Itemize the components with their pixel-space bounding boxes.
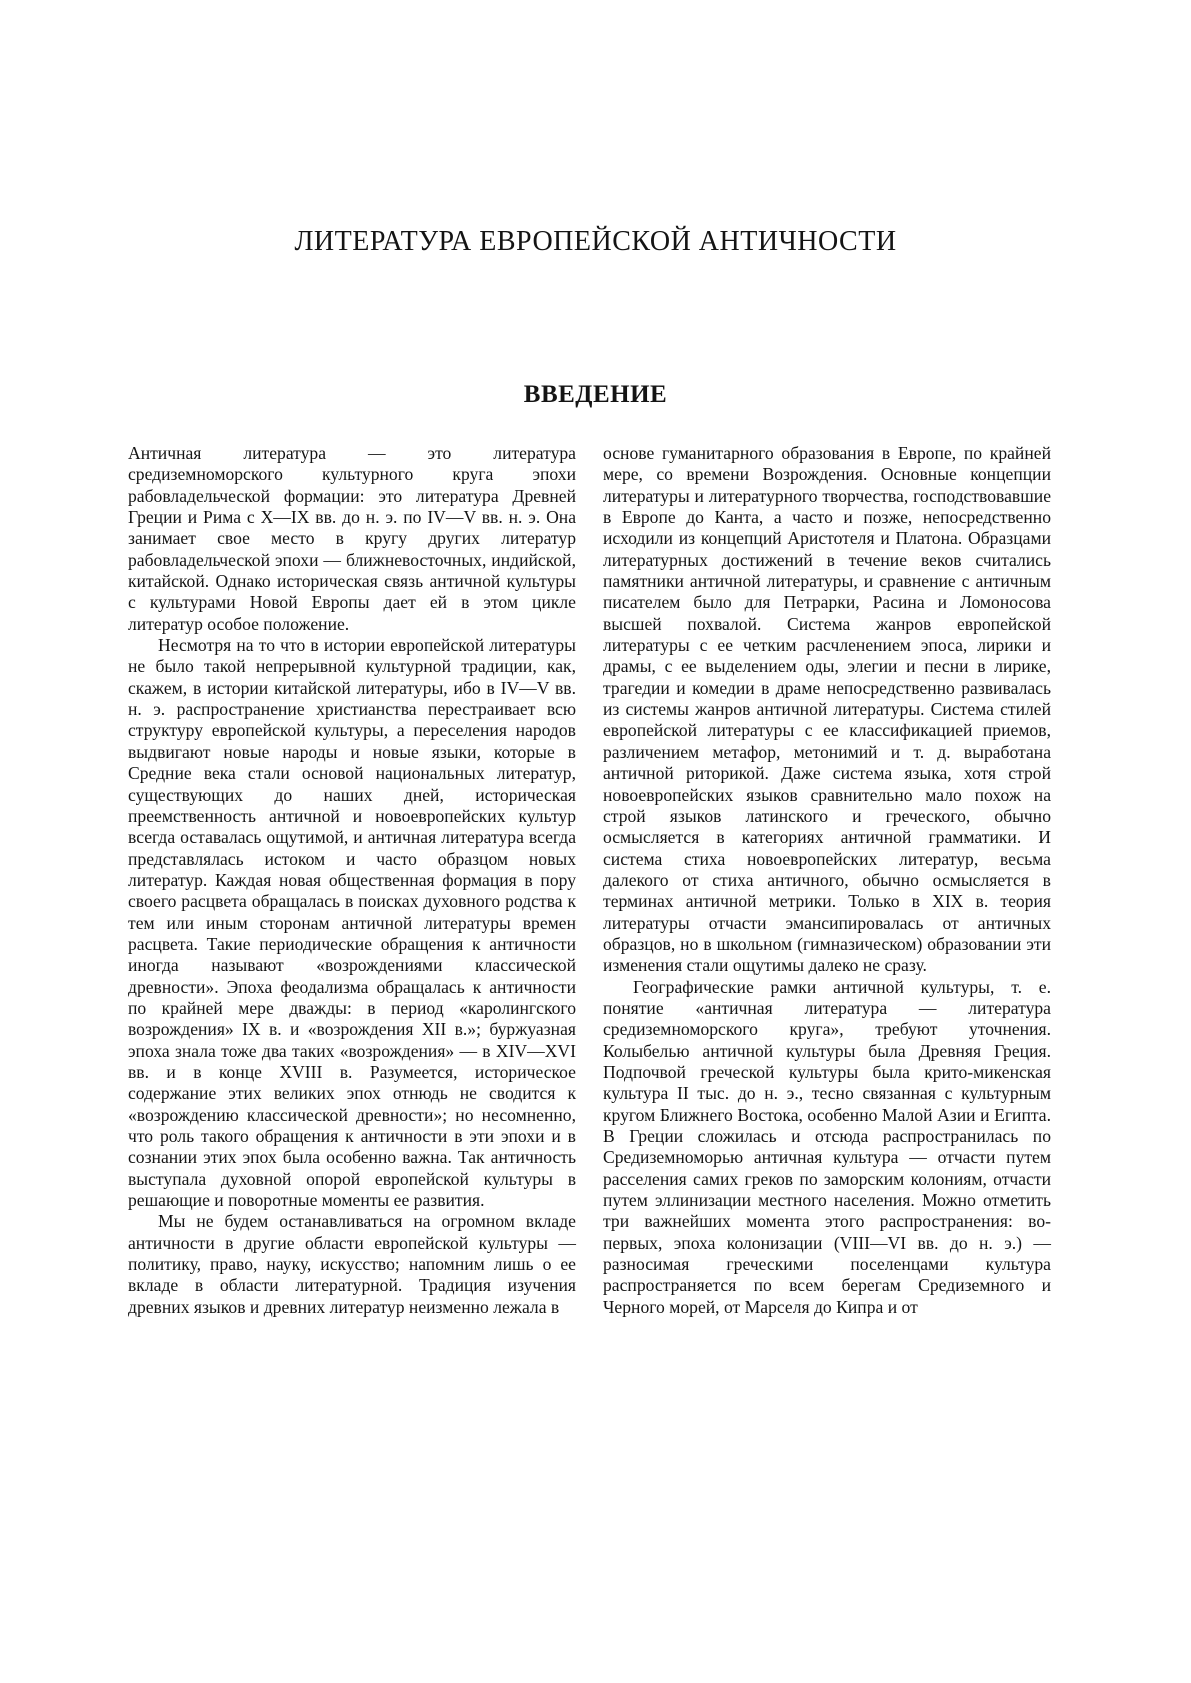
text-column-left bbox=[128, 443, 576, 1318]
paragraph: основе гуманитарного образования в Европе, по крайней мере, со времени Возрождения. Основные концепции литературы и литературного творчества, господствовавшие в Европе до Канта, а часто и позже, непосредственно исходили из концепций Аристотеля и Платона. Образцами литературных достижений в течение веков считались памятники античной литературы, и сравнение с античным писателем было для Петрарки, Расина и Ломоносова высшей похвалой. Система жанров европейской литературы с ее четким расчленением эпоса, лирики и драмы, с ее выделением оды, элегии и песни в лирике, трагедии и комедии в драме непосредственно развивалась из системы жанров античной литературы. Система стилей европейской литературы с ее классификацией приемов, различением метафор, метонимий и т. д. выработана античной риторикой. Даже система языка, хотя строй новоевропейских языков сравнительно мало похож на строй языков латинского и греческого, обычно осмысляется в категориях античной грамматики. И система стиха новоевропейских литератур, весьма далекого от стиха античного, обычно осмысляется в терминах античной метрики. Только в XIX в. теория литературы отчасти эмансипировалась от античных образцов, но в школьном (гимназическом) образовании эти изменения стали ощутимы далеко не сразу. bbox=[603, 443, 1051, 976]
paragraph: Несмотря на то что в истории европейской литературы не было такой непрерывной культурной традиции, как, скажем, в истории китайской литературы, ибо в IV—V вв. н. э. распространение христианства перестраивает всю структуру европейской культуры, а переселения народов выдвигают новые народы и новые языки, которые в Средние века стали основой национальных литератур, существующих до наших дней, историческая преемственность античной и новоевропейских культур всегда оставалась ощутимой, и античная литература всегда представлялась истоком и часто образцом новых литератур. Каждая новая общественная формация в пору своего расцвета обращалась в поисках духовного родства к тем или иным сторонам античной литературы времен расцвета. Такие периодические обращения к античности иногда называют «возрождениями классической древности». Эпоха феодализма обращалась к античности по крайней мере дважды: в период «каролингского возрождения» IX в. и «возрождения XII в.»; буржуазная эпоха знала тоже два таких «возрождения» — в XIV—XVI вв. и в конце XVIII в. Разумеется, историческое содержание этих великих эпох отнюдь не сводится к «возрождению классической древности»; но несомненно, что роль такого обращения к античности в эти эпохи и в сознании этих эпох была особенно важна. Так античность выступала духовной опорой европейской культуры в решающие и поворотные моменты ее развития. bbox=[128, 635, 576, 1211]
page-title: ЛИТЕРАТУРА ЕВРОПЕЙСКОЙ АНТИЧНОСТИ bbox=[294, 226, 897, 257]
paragraph: Географические рамки античной культуры, т. е. понятие «античная литература — литература средиземноморского круга», требуют уточнения. Колыбелью античной культуры была Древняя Греция. Подпочвой греческой культуры была крито-микенская культура II тыс. до н. э., тесно связанная с культурным кругом Ближнего Востока, особенно Малой Азии и Египта. В Греции сложилась и отсюда распространилась по Средиземноморью античная культура — отчасти путем расселения самих греков по заморским колониям, отчасти путем эллинизации местного населения. Можно отметить три важнейших момента этого распространения: во-первых, эпоха колонизации (VIII—VI вв. до н. э.) — разносимая греческими поселенцами культура распространяется по всем берегам Средиземного и Черного морей, от Марселя до Кипра и от bbox=[603, 976, 1051, 1317]
paragraph: Мы не будем останавливаться на огромном вкладе античности в другие области европейской культуры — политику, право, науку, искусство; напомним лишь о ее вкладе в области литературной. Традиция изучения древних языков и древних литератур неизменно лежала в bbox=[128, 1211, 576, 1317]
paragraph: Античная литература — это литература средиземноморского культурного круга эпохи рабовладельческой формации: это литература Древней Греции и Рима с X—IX вв. до н. э. по IV—V вв. н. э. Она занимает свое место в кругу других литератур рабовладельческой эпохи — ближневосточных, индийской, китайской. Однако историческая связь античной культуры с культурами Новой Европы дает ей в этом цикле литератур особое положение. bbox=[128, 443, 576, 634]
section-title: ВВЕДЕНИЕ bbox=[523, 381, 668, 408]
text-column-right bbox=[603, 443, 1051, 1318]
